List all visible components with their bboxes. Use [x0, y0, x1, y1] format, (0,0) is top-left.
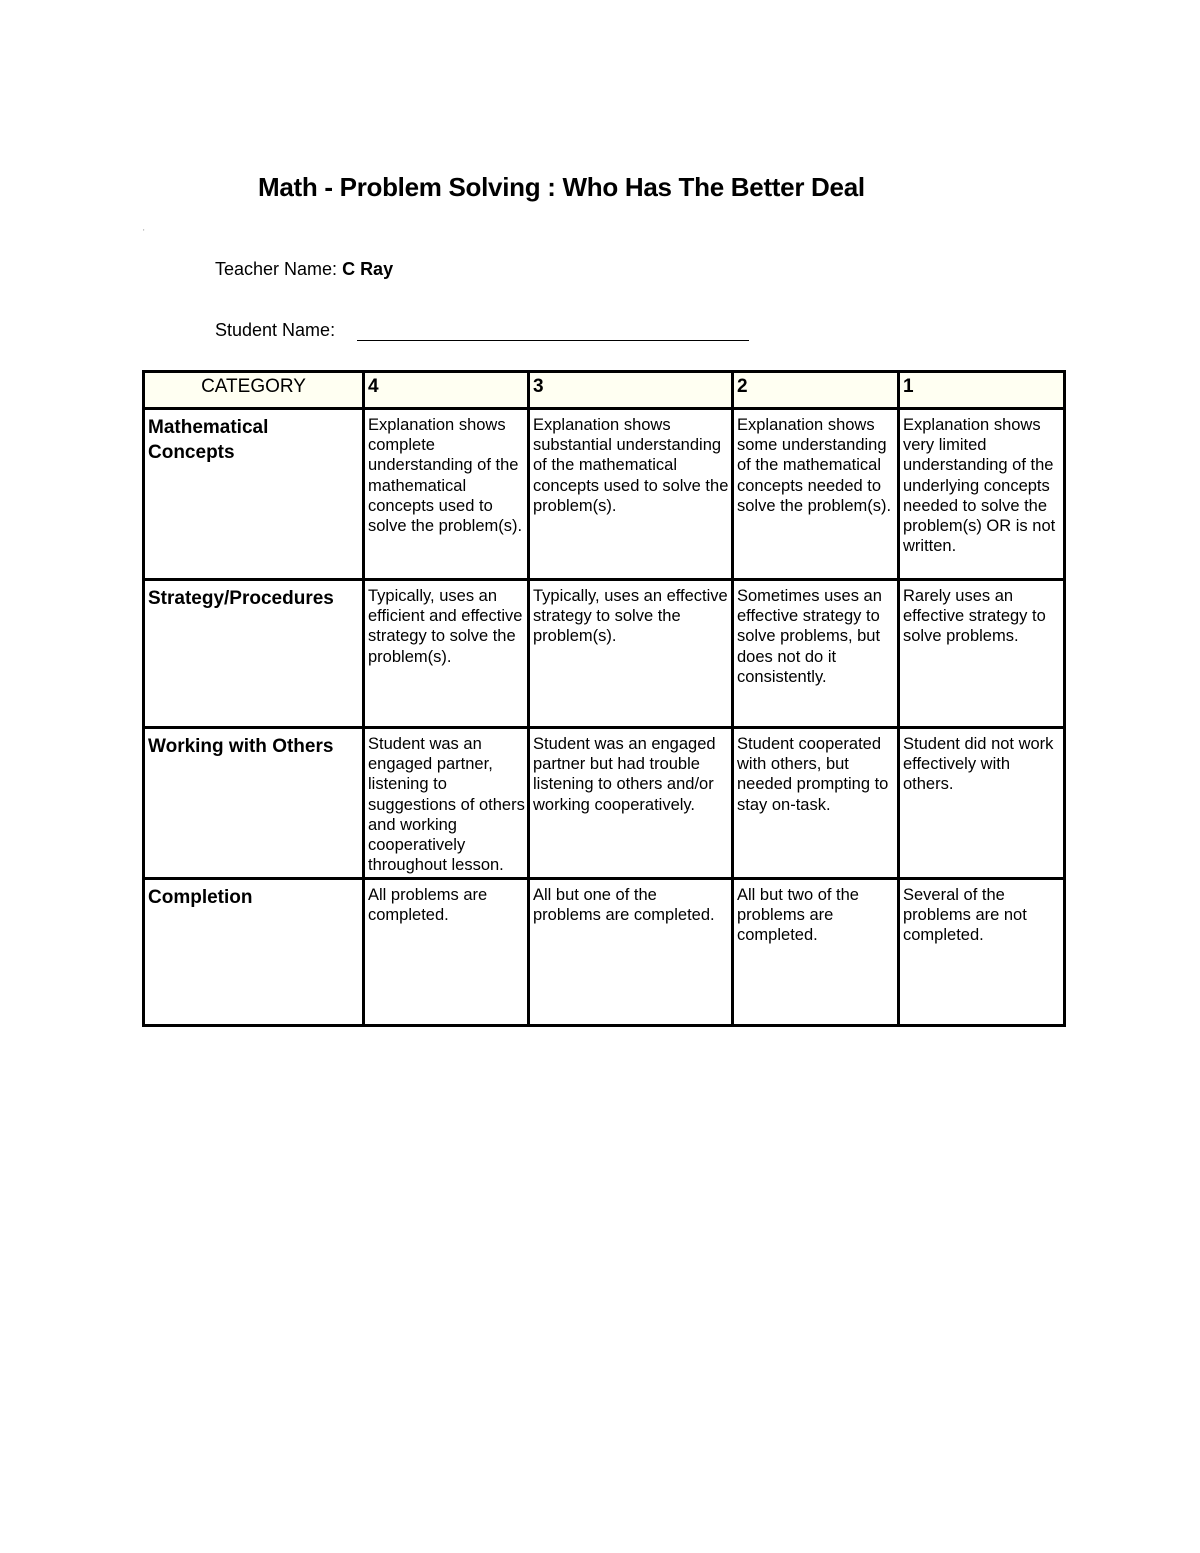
header-row	[144, 372, 1065, 409]
rubric-cell: Several of the problems are not completed.	[899, 879, 1065, 1026]
row-category: Completion	[144, 879, 364, 1026]
table-row	[144, 728, 1065, 879]
header-score-4: 4	[364, 372, 529, 409]
rubric-cell: Student was an engaged partner, listening to suggestions of others and working cooperatively throughout lesson.	[364, 728, 529, 879]
rubric-cell: Explanation shows some understanding of the mathematical concepts needed to solve the problem(s).	[733, 409, 899, 580]
table-row	[144, 879, 1065, 1026]
rubric-cell: Typically, uses an effective strategy to solve the problem(s).	[529, 580, 733, 728]
header-category: CATEGORY	[144, 372, 364, 409]
teacher-name-line	[215, 259, 393, 280]
stray-mark: '	[143, 228, 145, 237]
table-row	[144, 409, 1065, 580]
rubric-cell: Explanation shows substantial understanding of the mathematical concepts used to solve the problem(s).	[529, 409, 733, 580]
row-category: Strategy/Procedures	[144, 580, 364, 728]
student-name-blank	[357, 340, 749, 341]
rubric-cell: Sometimes uses an effective strategy to solve problems, but does not do it consistently.	[733, 580, 899, 728]
header-score-3: 3	[529, 372, 733, 409]
rubric-cell: All but two of the problems are completed.	[733, 879, 899, 1026]
rubric-cell: Explanation shows complete understanding of the mathematical concepts used to solve the problem(s).	[364, 409, 529, 580]
teacher-name-value: C Ray	[342, 259, 394, 279]
header-score-2: 2	[733, 372, 899, 409]
rubric-table	[142, 370, 1066, 1027]
rubric-cell: Typically, uses an efficient and effective strategy to solve the problem(s).	[364, 580, 529, 728]
table-row	[144, 580, 1065, 728]
document-title: Math - Problem Solving : Who Has The Better Deal	[258, 172, 865, 202]
rubric-cell: Student cooperated with others, but needed prompting to stay on-task.	[733, 728, 899, 879]
rubric-cell: Student was an engaged partner but had trouble listening to others and/or working cooperatively.	[529, 728, 733, 879]
row-category: Mathematical Concepts	[144, 409, 364, 580]
row-category: Working with Others	[144, 728, 364, 879]
teacher-name-label: Teacher Name:	[215, 259, 343, 279]
student-name-label: Student Name:	[215, 320, 336, 340]
rubric-cell: Student did not work effectively with others.	[899, 728, 1065, 879]
rubric-cell: Rarely uses an effective strategy to solve problems.	[899, 580, 1065, 728]
rubric-cell: All problems are completed.	[364, 879, 529, 1026]
header-score-1: 1	[899, 372, 1065, 409]
rubric-cell: Explanation shows very limited understanding of the underlying concepts needed to solve the problem(s) OR is not written.	[899, 409, 1065, 580]
rubric-cell: All but one of the problems are completed.	[529, 879, 733, 1026]
